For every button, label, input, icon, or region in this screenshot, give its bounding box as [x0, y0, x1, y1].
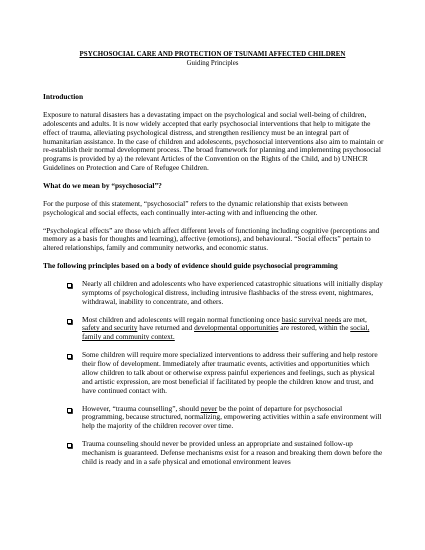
list-item [43, 280, 384, 307]
document-header [0, 51, 425, 68]
list-item-text: Trauma counseling should never be provided unless an appropriate and sustained follow-up mechanism is guaranteed. Defense mechanisms exist for a reason and breaking them down before the child is ready and in a safe physical and emotional environment leaves [82, 439, 383, 466]
intro-paragraph: Exposure to natural disasters has a devastating impact on the psychological and social well-being of children, adolescents and adults. It is now widely accepted that early psychosocial interventions that help to mitigate the effect of trauma, alleviating psychological distress, and strengthen resiliency must be an integral part of humanitarian assistance. In the case of children and adolescents, psychosocial interventions also aim to maintain or re-establish their normal development process. The broad framework for planning and implementing psychosocial programs is provided by a) the relevant Articles of the Convention on the Rights of the Child, and b) UNHCR Guidelines on Protection and Care of Refugee Children. [43, 109, 384, 173]
section-heading-definition: What do we mean by “psychosocial”? [43, 181, 162, 191]
square-bullet-icon [67, 319, 72, 324]
list-item [43, 440, 384, 467]
square-bullet-icon [67, 443, 72, 448]
document-body [43, 93, 384, 476]
square-bullet-icon [67, 408, 72, 413]
list-item-text [82, 315, 369, 342]
underlined-text: developmental opportunities [194, 323, 279, 333]
list-item [43, 351, 384, 396]
list-item [43, 316, 384, 343]
document-title: PSYCHOSOCIAL CARE AND PROTECTION OF TSUNAMI AFFECTED CHILDREN [79, 51, 346, 58]
list-item-text: Some children will require more specialized interventions to address their suffering and help restore their flow of development. Immediately after traumatic events, activities and opportunities which allow children to talk about or otherwise express painful experiences and feelings, such as physical and artistic expression, are most beneficial if facilitated by people the children know and trust, and have continued contact with. [82, 350, 378, 395]
text-run: have returned and [137, 323, 195, 333]
text-run: be the point of departure for psychosocial programming, because structured, normalizing, empowering activities within a safe environment will help the majority of the children recover over time. [82, 403, 382, 431]
underlined-text: safety and security [82, 323, 138, 333]
section-heading-introduction: Introduction [43, 92, 84, 101]
list-item-text: Nearly all children and adolescents who have experienced catastrophic situations will initially display symptoms of psychological distress, including intrusive flashbacks of the stress event, nightmares, withdrawal, inability to concentrate, and others. [82, 278, 383, 306]
document-subtitle: Guiding Principles [186, 59, 239, 67]
square-bullet-icon [67, 354, 72, 359]
text-run: However, “trauma counselling”, should [82, 403, 201, 413]
principles-list [43, 280, 384, 467]
underlined-text: basic survival needs [281, 314, 342, 324]
underlined-text: never [200, 403, 218, 413]
list-item [43, 405, 384, 432]
definition-paragraph-2: “Psychological effects” are those which affect different levels of functioning including cognitive (perceptions and memory as a basis for thoughts and learning), affective (emotions), and behavioural. “Social effects” pertain to altered relationships, family and community networks, and economic status. [43, 225, 380, 253]
text-run: are restored, within the [278, 323, 351, 333]
list-item-text [82, 404, 381, 431]
underlined-text: social, family and community context. [82, 323, 370, 342]
square-bullet-icon [67, 283, 72, 288]
section-heading-principles: The following principles based on a body of evidence should guide psychosocial programming [43, 261, 338, 271]
text-run: are met, [341, 314, 367, 324]
text-run: Most children and adolescents will regain normal functioning once [82, 314, 282, 324]
definition-paragraph-1: For the purpose of this statement, “psychosocial” refers to the dynamic relationship that exists between psychological and social effects, each continually inter-acting with and influencing the other. [43, 198, 348, 217]
